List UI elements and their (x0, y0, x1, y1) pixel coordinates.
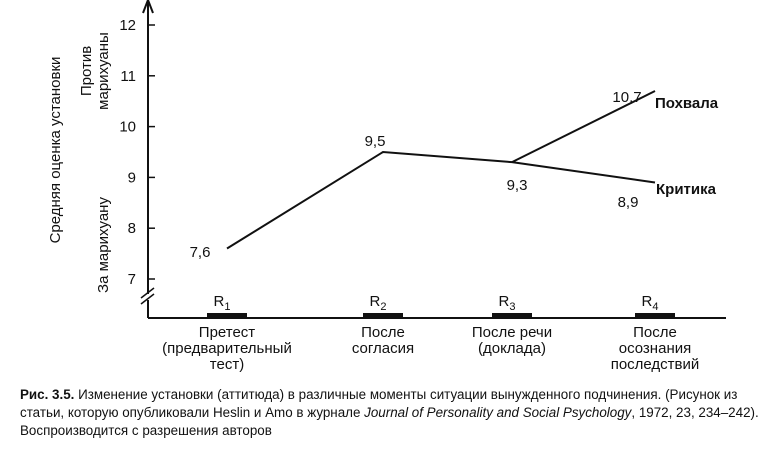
stage-label-r4: последствий (610, 356, 700, 373)
stage-code-r1: $R_1$ (213, 293, 231, 313)
y-ticks (119, 17, 155, 288)
series-label-kritika: Критика (656, 181, 716, 198)
y-tick-label: 12 (119, 17, 136, 34)
y-tick-label: 7 (127, 271, 136, 288)
series-lines (227, 91, 655, 248)
y-tick-label: 8 (127, 220, 136, 238)
caption-label: Рис. 3.5. (20, 387, 75, 402)
stage-label-r3: После речи (471, 324, 553, 341)
stage-label-r3: (доклада) (477, 340, 547, 357)
y-axis-label-top-line2: марихуаны (95, 32, 112, 110)
y-tick-label: 10 (119, 118, 136, 136)
series-label-pokhvala: Похвала (655, 95, 719, 112)
series-line-kritika (227, 152, 655, 249)
stage-label-r1: (предварительный (162, 340, 292, 357)
stage-label-r2: согласия (351, 340, 415, 357)
stage-code-r4: $R_4$ (641, 293, 659, 313)
figure-caption (20, 386, 762, 440)
stage-code-r2: $R_2$ (369, 293, 387, 313)
data-label: 10,7 (612, 89, 642, 106)
stage-label-r1: тест) (209, 356, 245, 373)
stage-marker-r2 (363, 313, 403, 317)
y-axis-label: Средняя оценка установки (47, 56, 64, 244)
axes (141, 0, 726, 318)
caption-text-1: Изменение установки (аттитюда) в различные моменты ситуации вынужденного подчинения. (Рисунок из статьи, которую опубликовали Heslin и Amo в журнале (20, 387, 738, 420)
caption-journal: Journal of Personality and Social Psychology (364, 405, 632, 420)
y-axis-label-bottom: За марихуану (95, 197, 112, 293)
stage-label-r2: После (361, 324, 405, 341)
data-labels (190, 89, 719, 261)
y-tick-label: 11 (120, 67, 136, 85)
caption-text-2: , 1972, 23, 234–242). Воспроизводится с разрешения авторов (20, 405, 759, 438)
stage-marker-r1 (207, 313, 247, 317)
y-axis-label-top-line1: Против (78, 45, 95, 97)
stage-marker-r3 (492, 313, 532, 317)
y-tick-label: 9 (127, 169, 136, 187)
stage-marker-r4 (635, 313, 675, 317)
stage-labels (162, 293, 699, 373)
stage-label-r4: осознания (618, 340, 692, 357)
stage-label-r4: После (633, 324, 677, 341)
data-label: 9,5 (364, 133, 386, 150)
data-label: 7,6 (189, 244, 211, 261)
stage-code-r3: $R_3$ (498, 293, 516, 313)
data-label: 8,9 (617, 194, 639, 211)
data-label: 9,3 (506, 177, 528, 194)
stage-label-r1: Претест (198, 324, 256, 341)
